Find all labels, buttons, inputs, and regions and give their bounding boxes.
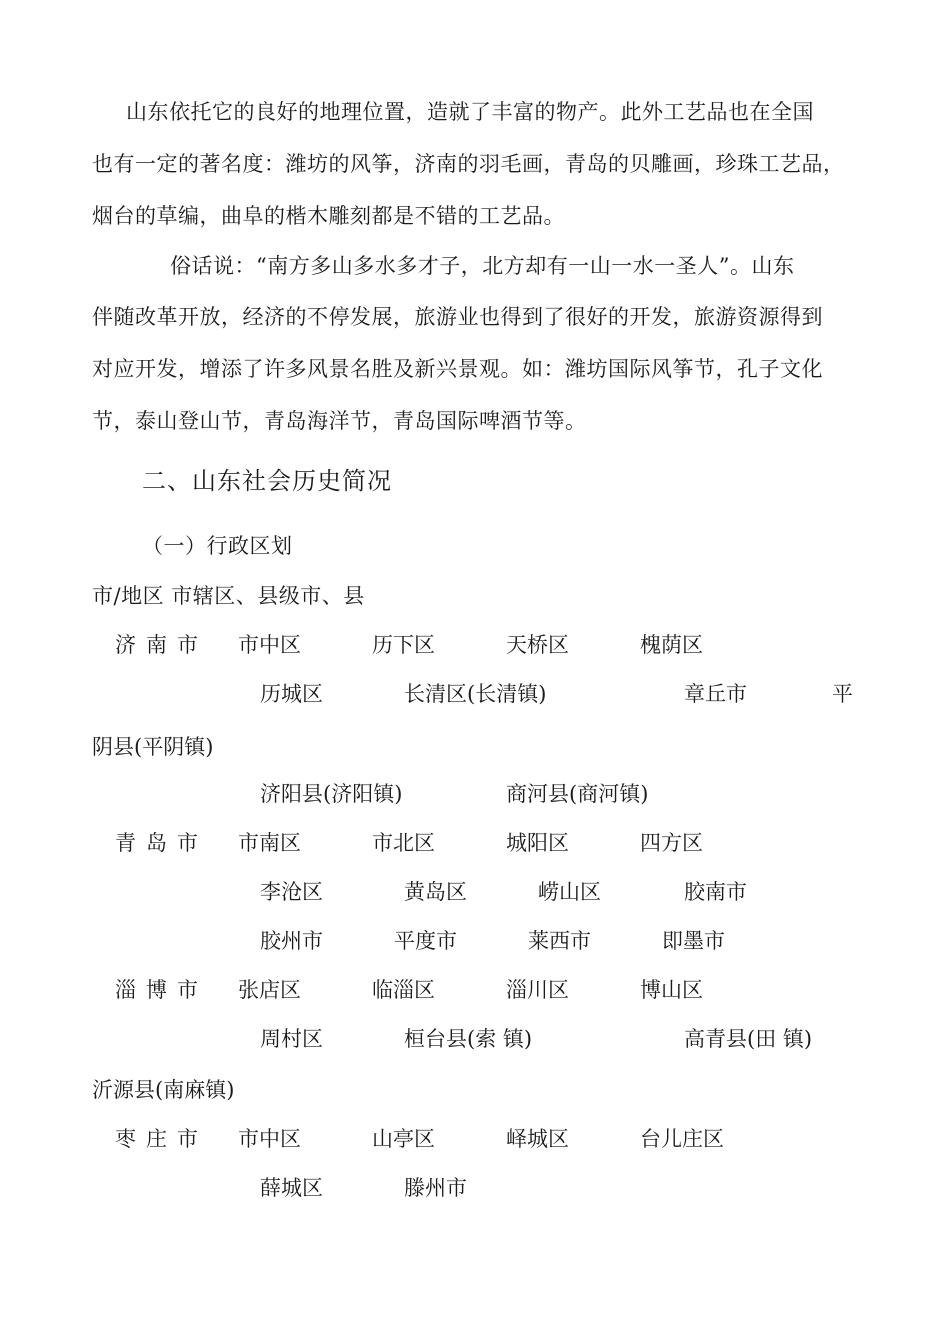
district-cell: 市中区	[238, 1127, 301, 1151]
district-cell: 市南区	[238, 831, 301, 855]
district-cell: 天桥区	[506, 633, 569, 657]
district-cell: 高青县(田 镇)	[684, 1027, 813, 1051]
district-cell: 桓台县(索 镇)	[404, 1027, 533, 1051]
district-cell: 章丘市	[684, 682, 747, 706]
district-cell: 博山区	[640, 978, 703, 1002]
district-cell: 市中区	[238, 633, 301, 657]
paragraph-2-line-2: 伴随改革开放，经济的不停发展，旅游业也得到了很好的开发，旅游资源得到	[92, 305, 823, 329]
district-cell: 平度市	[394, 929, 457, 953]
paragraph-1-line-2: 也有一定的著名度：潍坊的风筝，济南的羽毛画，青岛的贝雕画，珍珠工艺品，	[92, 152, 845, 176]
district-cell: 黄岛区	[404, 880, 467, 904]
district-cell: 平	[832, 682, 853, 706]
district-cell: 周村区	[260, 1027, 323, 1051]
district-cell: 临淄区	[372, 978, 435, 1002]
district-cell: 峄城区	[506, 1127, 569, 1151]
paragraph-1-line-3: 烟台的草编，曲阜的楷木雕刻都是不错的工艺品。	[92, 204, 565, 228]
district-cell: 台儿庄区	[640, 1127, 724, 1151]
district-cell: 济阳县(济阳镇)	[260, 782, 403, 806]
district-cell: 胶南市	[684, 880, 747, 904]
district-cell-wrap: 沂源县(南麻镇)	[92, 1078, 235, 1102]
district-cell: 薛城区	[260, 1176, 323, 1200]
district-cell: 市北区	[372, 831, 435, 855]
paragraph-2-line-1: 俗话说：“南方多山多水多才子，北方却有一山一水一圣人”。山东	[170, 254, 795, 278]
paragraph-2-line-4: 节，泰山登山节，青岛海洋节，青岛国际啤酒节等。	[92, 409, 587, 433]
district-cell: 胶州市	[260, 929, 323, 953]
table-header: 市/地区 市辖区、县级市、县	[92, 584, 365, 608]
city-qingdao: 青岛市	[115, 831, 208, 855]
district-cell-wrap: 阴县(平阴镇)	[92, 735, 214, 759]
paragraph-1-line-1: 山东依托它的良好的地理位置，造就了丰富的物产。此外工艺品也在全国	[126, 100, 814, 124]
city-zibo: 淄博市	[115, 978, 208, 1002]
district-cell: 张店区	[238, 978, 301, 1002]
district-cell: 长清区(长清镇)	[404, 682, 547, 706]
city-zaozhuang: 枣庄市	[115, 1127, 208, 1151]
district-cell: 四方区	[640, 831, 703, 855]
subsection-heading: （一）行政区划	[142, 534, 293, 558]
district-cell: 淄川区	[506, 978, 569, 1002]
district-cell: 槐荫区	[640, 633, 703, 657]
district-cell: 崂山区	[538, 880, 601, 904]
district-cell: 即墨市	[662, 929, 725, 953]
district-cell: 城阳区	[506, 831, 569, 855]
district-cell: 历下区	[372, 633, 435, 657]
paragraph-2-line-3: 对应开发，增添了许多风景名胜及新兴景观。如：潍坊国际风筝节，孔子文化	[92, 357, 823, 381]
district-cell: 滕州市	[404, 1176, 467, 1200]
district-cell: 商河县(商河镇)	[506, 782, 649, 806]
city-jinan: 济南市	[115, 633, 208, 657]
district-cell: 历城区	[260, 682, 323, 706]
district-cell: 李沧区	[260, 880, 323, 904]
district-cell: 山亭区	[372, 1127, 435, 1151]
district-cell: 莱西市	[528, 929, 591, 953]
section-heading: 二、山东社会历史简况	[142, 467, 392, 495]
